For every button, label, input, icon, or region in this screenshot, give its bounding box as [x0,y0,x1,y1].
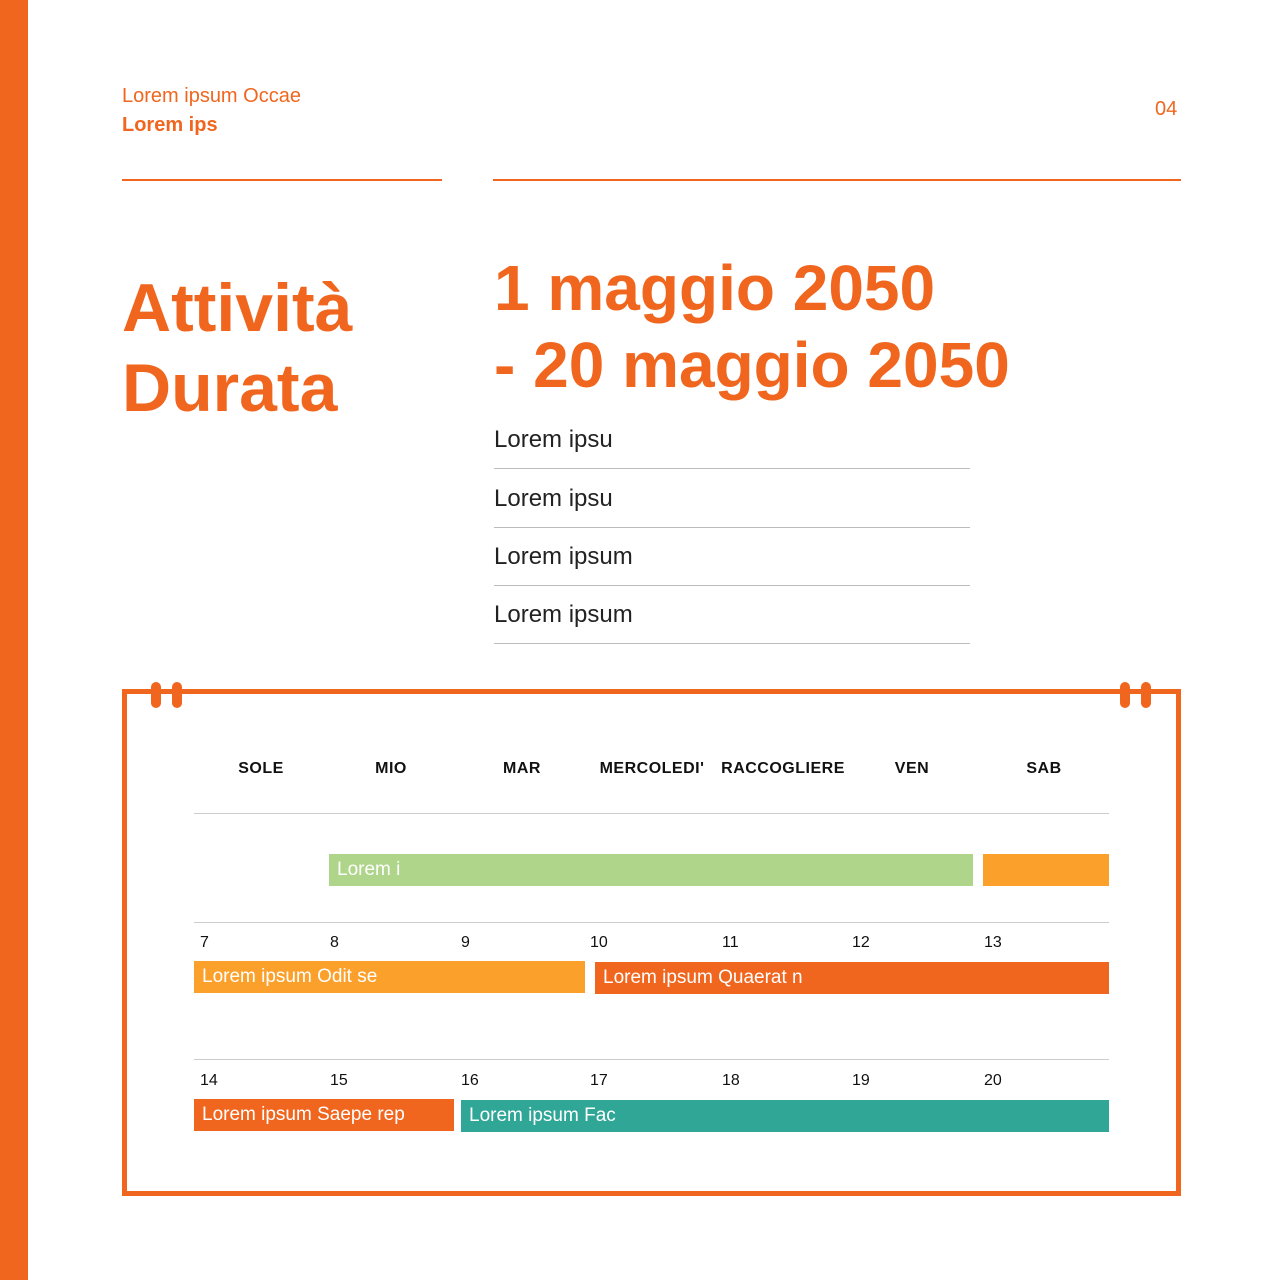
header-title: Lorem ips [122,114,218,136]
weekday-header: VEN [894,760,930,777]
event-bar[interactable]: Lorem ipsum Odit se [194,961,585,993]
event-bar[interactable] [983,854,1109,886]
sidebar-accent [0,0,28,1280]
event-bar[interactable]: Lorem ipsum Fac [461,1100,1109,1132]
list-item: Lorem ipsum [494,543,970,586]
page-title [122,268,352,428]
divider [493,179,1181,181]
date-number: 16 [461,1072,479,1089]
weekday-header: MAR [503,760,541,777]
event-bar[interactable]: Lorem ipsum Quaerat n [595,962,1109,994]
binder-ring [1120,682,1130,708]
event-bar[interactable]: Lorem i [329,854,973,886]
list-item: Lorem ipsu [494,426,970,469]
date-number: 9 [461,934,470,951]
weekday-header: RACCOGLIERE [721,760,845,777]
date-number: 19 [852,1072,870,1089]
binder-ring [151,682,161,708]
date-number: 8 [330,934,339,951]
list-item: Lorem ipsu [494,485,970,528]
row-divider [194,813,1109,814]
date-number: 17 [590,1072,608,1089]
date-number: 10 [590,934,608,951]
weekday-header: SAB [1026,760,1062,777]
weekday-header: SOLE [238,760,284,777]
date-number: 7 [200,934,209,951]
header-subtitle: Lorem ipsum Occae [122,85,301,107]
date-end: - 20 maggio 2050 [494,329,1010,401]
row-divider [194,922,1109,923]
divider [122,179,442,181]
date-number: 15 [330,1072,348,1089]
date-range [494,250,1010,404]
event-bar[interactable]: Lorem ipsum Saepe rep [194,1099,454,1131]
title-line: Durata [122,350,338,426]
weekday-header: MIO [375,760,407,777]
date-start: 1 maggio 2050 [494,252,936,324]
date-number: 18 [722,1072,740,1089]
list-item: Lorem ipsum [494,601,970,644]
date-number: 13 [984,934,1002,951]
binder-ring [1141,682,1151,708]
row-divider [194,1059,1109,1060]
date-number: 14 [200,1072,218,1089]
date-number: 11 [722,934,739,951]
date-number: 12 [852,934,870,951]
weekday-header: MERCOLEDI' [599,760,705,777]
title-line: Attività [122,270,353,346]
page-number: 04 [1155,98,1178,120]
binder-ring [172,682,182,708]
date-number: 20 [984,1072,1002,1089]
